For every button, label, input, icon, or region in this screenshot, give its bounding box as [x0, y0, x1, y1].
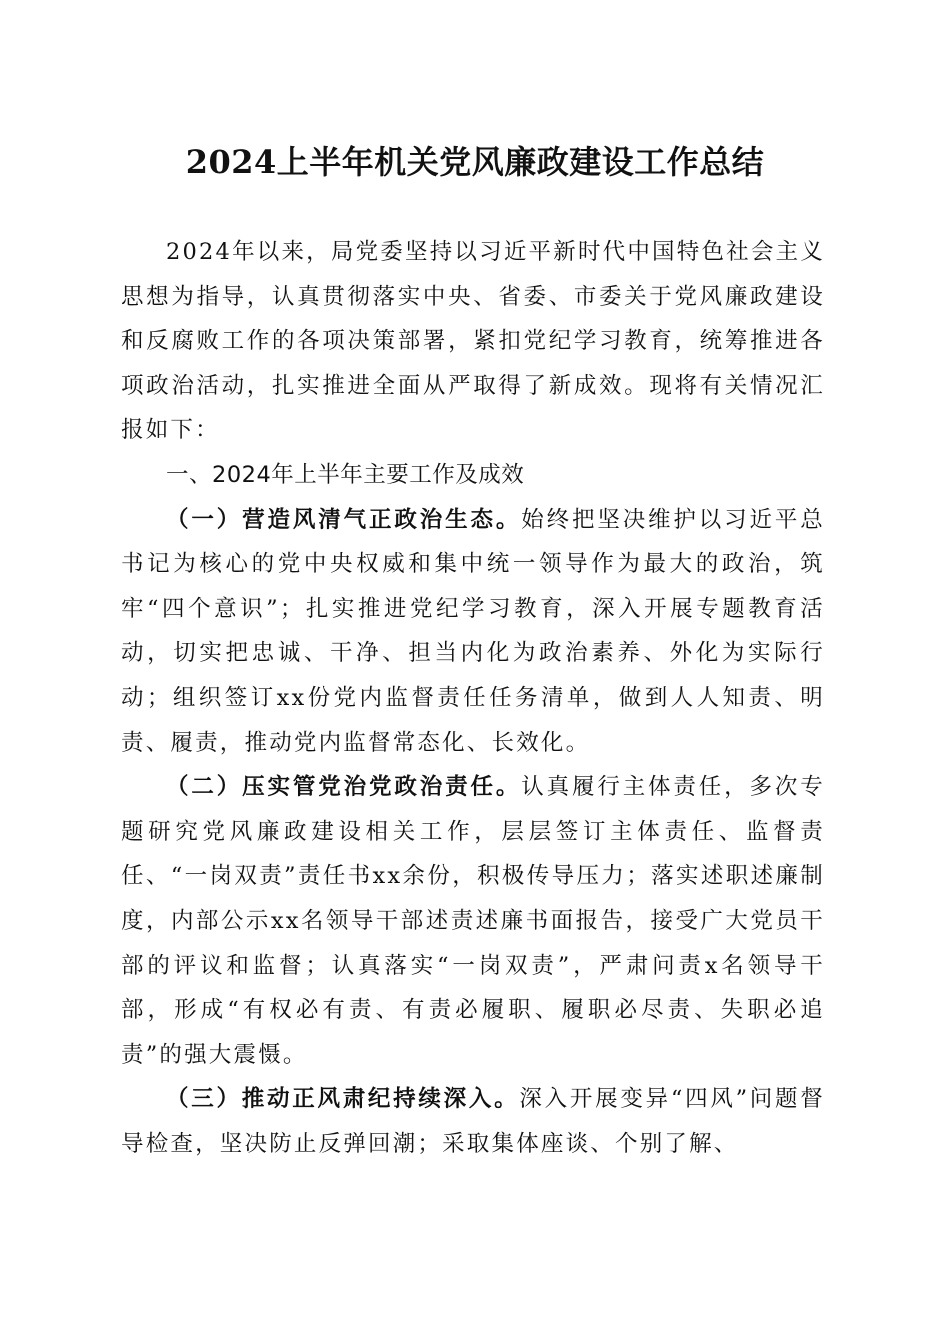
- paragraph-sub3: [121, 1077, 825, 1166]
- sub-heading-3: （三）推动正风肃纪持续深入。: [166, 1086, 520, 1113]
- paragraph-sub2: [121, 765, 825, 1077]
- section-heading: 一、2024年上半年主要工作及成效: [166, 461, 525, 488]
- sub1-text: 始终把坚决维护以习近平总书记为核心的党中央权威和集中统一领导作为最大的政治，筑牢“四个意识”；扎实推进党纪学习教育，深入开展专题教育活动，切实把忠诚、干净、担当内化为政治素养、外化为实际行动；组织签订xx份党内监督责任任务清单，做到人人知责、明责、履责，推动党内监督常态化、长效化。: [121, 506, 825, 756]
- paragraph-sub1: [121, 498, 825, 766]
- document-title: 2024上半年机关党风廉政建设工作总结: [185, 143, 765, 181]
- sub-heading-2: （二）压实管党治党政治责任。: [166, 774, 522, 801]
- sub-heading-1: （一）营造风清气正政治生态。: [166, 506, 522, 533]
- sub2-text: 认真履行主体责任，多次专题研究党风廉政建设相关工作，层层签订主体责任、监督责任、“一岗双责”责任书xx余份，积极传导压力；落实述职述廉制度，内部公示xx名领导干部述责述廉书面报告，接受广大党员干部的评议和监督；认真落实“一岗双责”，严肃问责x名领导干部，形成“有权必有责、有责必履职、履职必尽责、失职必追责”的强大震慑。: [121, 774, 825, 1068]
- document-body: [121, 230, 825, 1166]
- intro-paragraph: 2024年以来，局党委坚持以习近平新时代中国特色社会主义思想为指导，认真贯彻落实中央、省委、市委关于党风廉政建设和反腐败工作的各项决策部署，紧扣党纪学习教育，统筹推进各项政治活动，扎实推进全面从严取得了新成效。现将有关情况汇报如下：: [121, 239, 825, 444]
- sub3-text: 深入开展变异“四风”问题督导检查，坚决防止反弹回潮；采取集体座谈、个别了解、: [121, 1086, 825, 1157]
